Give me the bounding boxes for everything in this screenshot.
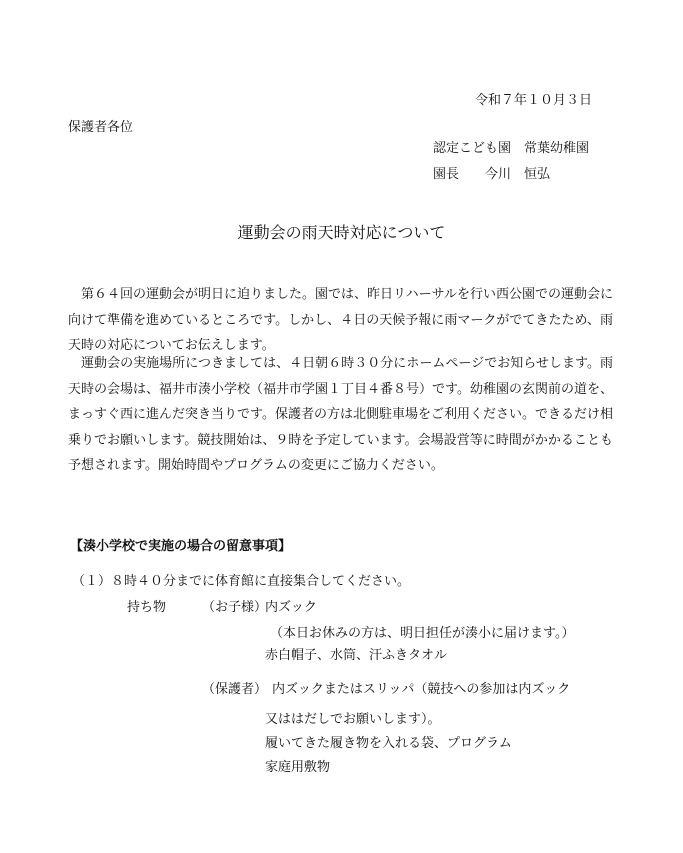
body-paragraph-2: 運動会の実施場所につきましては、４日朝６時３０分にホームページでお知らせします。雨天時の会場は、福井市湊小学校（福井市学園１丁目４番８号）です。幼稚園の玄関前の道を、まっすぐ西に進んだ突き当りです。保護者の方は北側駐車場をご利用ください。できるだけ相乗りでお願いします。競技開始は、９時を予定しています。会場設営等に時間がかかることも予想されます。開始時間やプログラムの変更にご協力ください。: [68, 356, 613, 473]
note-item-1: （１）８時４０分までに体育館に直接集合してください。: [72, 574, 411, 589]
belongings-label: 持ち物: [127, 600, 167, 615]
child-item: （本日お休みの方は、明日担任が湊小に届けます。）: [270, 626, 575, 641]
document-title: 運動会の雨天時対応について: [237, 223, 446, 242]
body-paragraph-1: 第６４回の運動会が明日に迫りました。園では、昨日リハーサルを行い西公園での運動会に向けて準備を進めているところです。しかし、４日の天候予報に雨マークがでてきたため、雨天時の対応についてお伝えします。: [68, 287, 613, 353]
parent-label: （保護者）: [202, 682, 268, 697]
parent-item: 内ズックまたはスリッパ（競技への参加は内ズック: [272, 682, 571, 697]
recipient: 保護者各位: [68, 120, 134, 135]
child-item: 赤白帽子、水筒、汗ふきタオル: [265, 648, 448, 663]
sender-organization: 認定こども園 常葉幼稚園: [433, 141, 590, 156]
child-item: 内ズック: [265, 600, 317, 615]
sender-name: 園長 今川 恒弘: [433, 167, 551, 182]
issue-date: 令和７年１０月３日: [475, 93, 593, 108]
parent-item: 家庭用敷物: [265, 760, 331, 775]
child-label: （お子様）: [202, 600, 268, 615]
parent-item: 履いてきた履き物を入れる袋、プログラム: [265, 736, 512, 751]
parent-item: 又ははだしでお願いします）。: [265, 712, 441, 727]
section-heading: 【湊小学校で実施の場合の留意事項】: [70, 539, 292, 554]
